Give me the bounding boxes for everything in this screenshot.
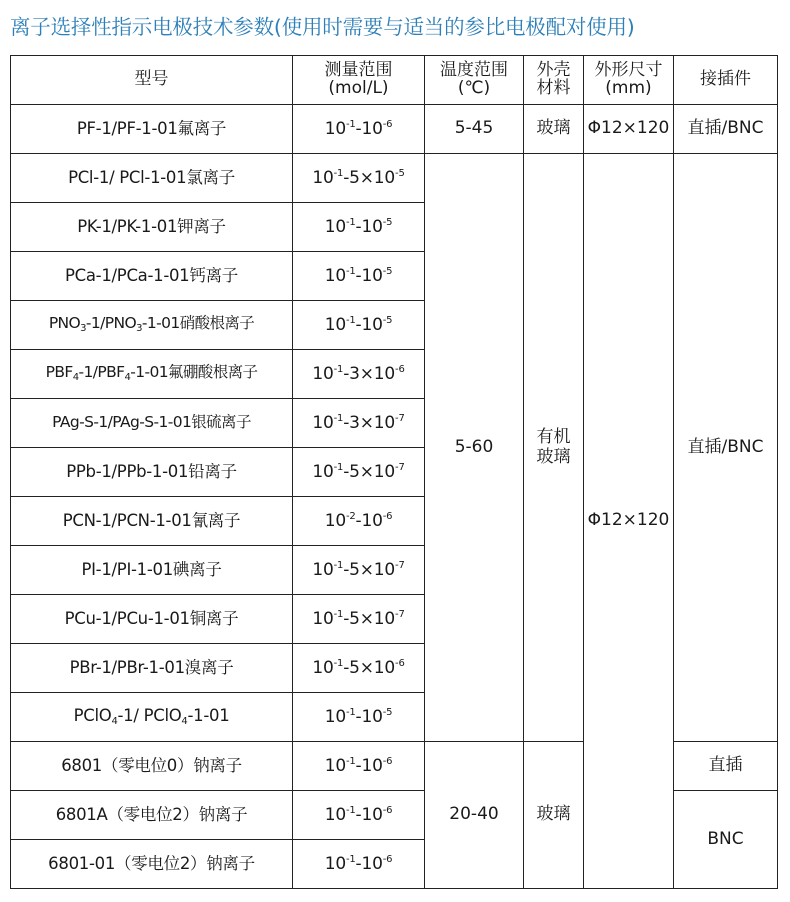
range-cell: $10^{-1}-10^{-6}$ <box>293 105 425 154</box>
temp-cell: 5-60 <box>425 154 524 742</box>
range-cell: $10^{-1}-3\times 10^{-7}$ <box>293 399 425 448</box>
model-cell: PCa-1/PCa-1-01钙离子 <box>11 252 293 301</box>
range-cell: $10^{-1}-3\times 10^{-6}$ <box>293 350 425 399</box>
model-cell: PAg-S-1/PAg-S-1-01银硫离子 <box>11 399 293 448</box>
range-cell: $10^{-1}-10^{-5}$ <box>293 203 425 252</box>
range-cell: $10^{-1}-10^{-5}$ <box>293 693 425 742</box>
range-cell: $10^{-1}-10^{-5}$ <box>293 252 425 301</box>
shell-cell: 玻璃 <box>524 105 584 154</box>
header-size: 外形尺寸 (mm) <box>584 56 674 105</box>
temp-cell: 20-40 <box>425 742 524 889</box>
range-cell: $10^{-1}-5\times 10^{-7}$ <box>293 546 425 595</box>
range-cell: $10^{-1}-5\times 10^{-5}$ <box>293 154 425 203</box>
spec-table <box>10 55 778 889</box>
model-cell: PCu-1/PCu-1-01铜离子 <box>11 595 293 644</box>
model-cell: PCN-1/PCN-1-01氰离子 <box>11 497 293 546</box>
connector-cell: 直插/BNC <box>674 105 778 154</box>
model-cell: PClO$_4$-1/ PClO$_4$-1-01 <box>11 693 293 742</box>
model-cell: PK-1/PK-1-01钾离子 <box>11 203 293 252</box>
model-cell: PF-1/PF-1-01氟离子 <box>11 105 293 154</box>
table-row <box>11 154 778 203</box>
range-cell: $10^{-1}-10^{-6}$ <box>293 840 425 889</box>
connector-cell: BNC <box>674 791 778 889</box>
range-cell: $10^{-1}-10^{-6}$ <box>293 742 425 791</box>
shell-cell: 有机 玻璃 <box>524 154 584 742</box>
header-range: 测量范围 (mol/L) <box>293 56 425 105</box>
temp-cell: 5-45 <box>425 105 524 154</box>
range-cell: $10^{-1}-5\times 10^{-7}$ <box>293 448 425 497</box>
range-cell: $10^{-1}-5\times 10^{-7}$ <box>293 595 425 644</box>
model-cell: PI-1/PI-1-01碘离子 <box>11 546 293 595</box>
connector-cell: 直插/BNC <box>674 154 778 742</box>
model-cell: 6801（零电位0）钠离子 <box>11 742 293 791</box>
range-cell: $10^{-1}-5\times 10^{-6}$ <box>293 644 425 693</box>
model-cell: PPb-1/PPb-1-01铅离子 <box>11 448 293 497</box>
model-cell: 6801-01（零电位2）钠离子 <box>11 840 293 889</box>
connector-cell: 直插 <box>674 742 778 791</box>
header-temp: 温度范围 (℃) <box>425 56 524 105</box>
range-cell: $10^{-1}-10^{-5}$ <box>293 301 425 350</box>
size-cell: Φ12×120 <box>584 154 674 889</box>
model-cell: PCl-1/ PCl-1-01氯离子 <box>11 154 293 203</box>
model-cell: 6801A（零电位2）钠离子 <box>11 791 293 840</box>
header-model: 型号 <box>11 56 293 105</box>
range-cell: $10^{-1}-10^{-6}$ <box>293 791 425 840</box>
model-cell: $PBF_4-1/PBF_4-1-01$氟硼酸根离子 <box>11 350 293 399</box>
model-cell: PBr-1/PBr-1-01溴离子 <box>11 644 293 693</box>
header-connector: 接插件 <box>674 56 778 105</box>
size-cell: Φ12×120 <box>584 105 674 154</box>
page-title: 离子选择性指示电极技术参数(使用时需要与适当的参比电极配对使用) <box>10 15 635 39</box>
header-shell: 外壳 材料 <box>524 56 584 105</box>
range-cell: $10^{-2}-10^{-6}$ <box>293 497 425 546</box>
header-row <box>11 56 778 105</box>
model-cell: $PNO_3-1/PNO_3-1-01$硝酸根离子 <box>11 301 293 350</box>
table-row <box>11 105 778 154</box>
shell-cell: 玻璃 <box>524 742 584 889</box>
